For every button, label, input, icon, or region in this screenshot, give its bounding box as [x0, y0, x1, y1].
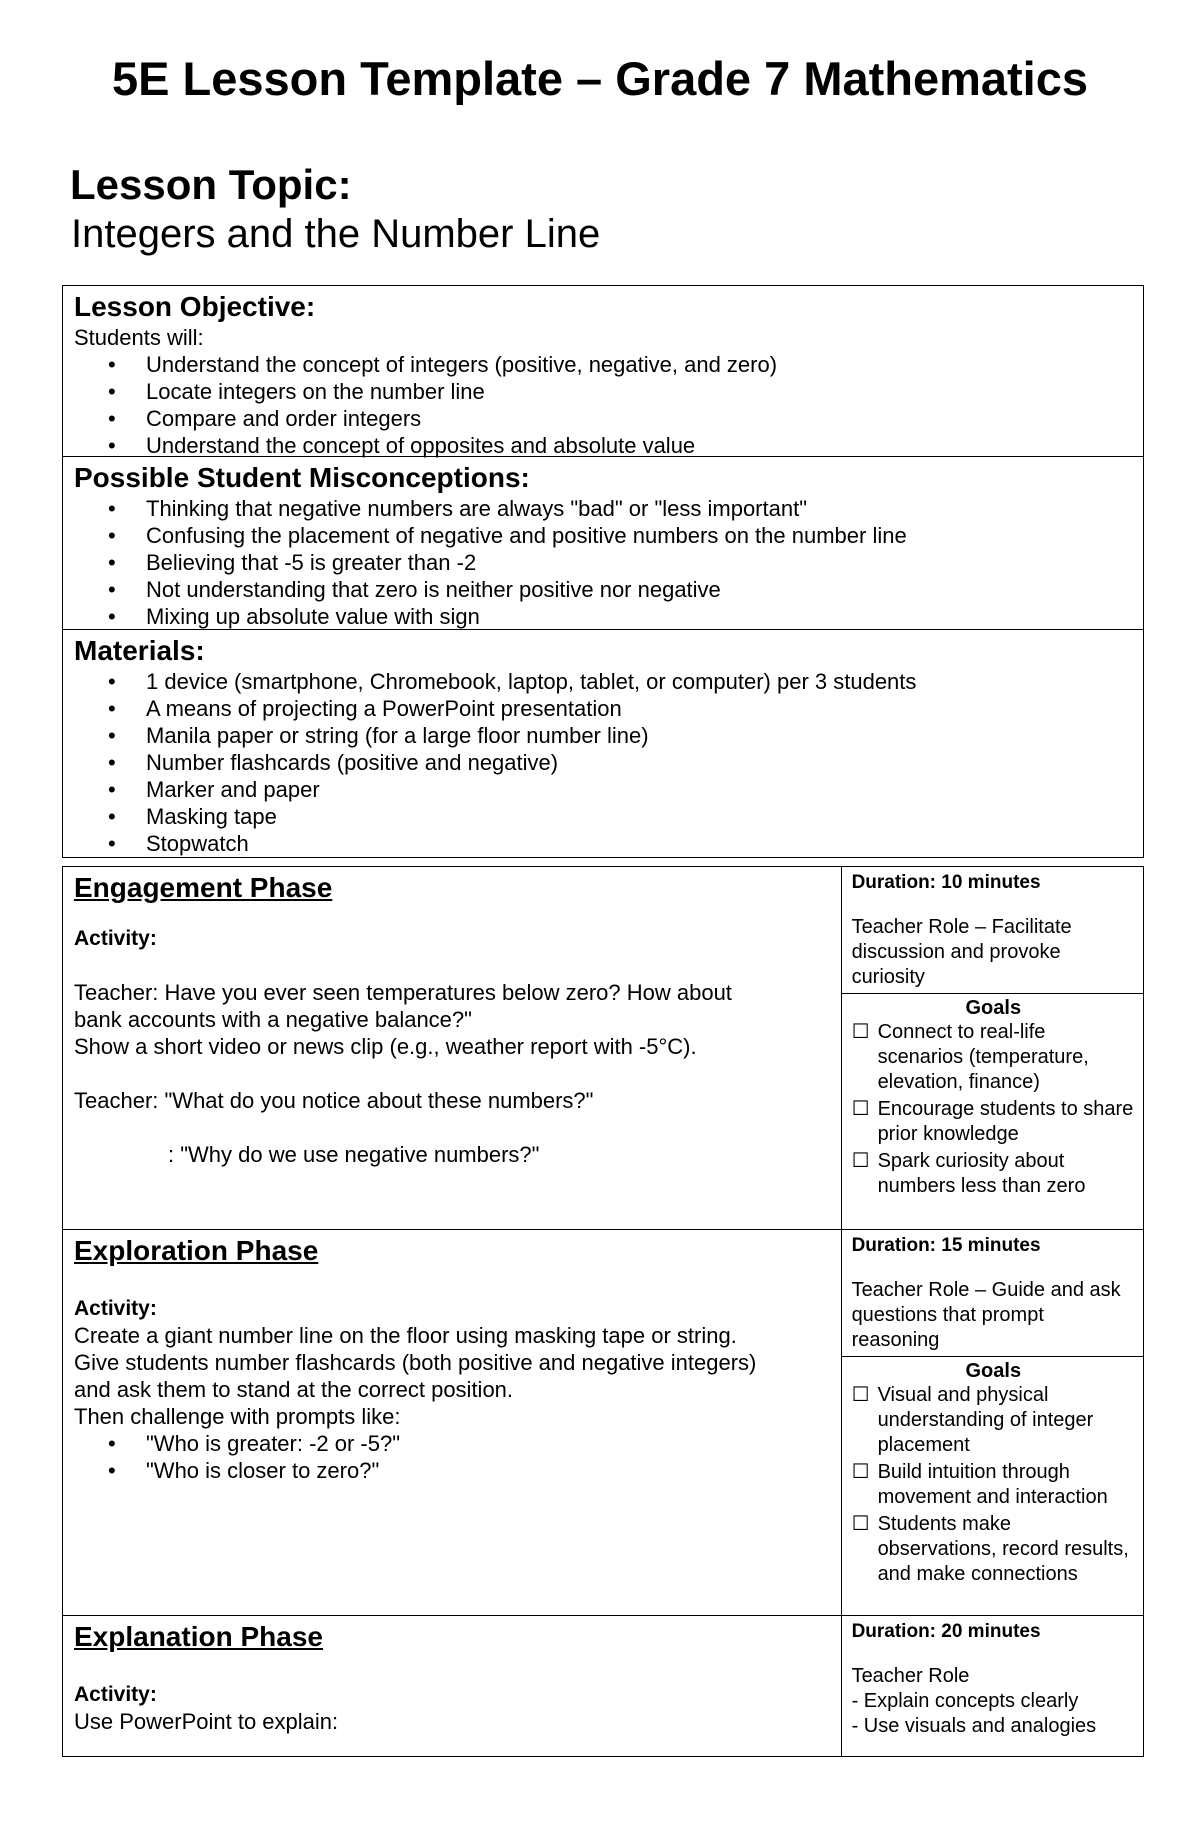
list-item: • Stopwatch: [146, 830, 1133, 857]
exploration-prompts: [74, 1430, 831, 1484]
goal-item: ☐ Connect to real-life scenarios (temperature, elevation, finance): [851, 1021, 1089, 1093]
phases-table: [62, 866, 1144, 1757]
explanation-teacher-role: Teacher Role: [851, 1665, 970, 1687]
list-item: • Understand the concept of integers (positive, negative, and zero): [146, 351, 1133, 378]
misconceptions-list: [74, 495, 1133, 630]
exploration-activity-cell: [63, 1230, 842, 1616]
engagement-line: : "Why do we use negative numbers?": [168, 1142, 540, 1167]
list-item: • "Who is greater: -2 or -5?": [146, 1430, 831, 1457]
list-item: • Compare and order integers: [146, 405, 1133, 432]
objective-list: [74, 351, 1133, 459]
list-item: • "Who is closer to zero?": [146, 1457, 831, 1484]
objective-heading: Lesson Objective:: [74, 291, 316, 322]
list-item: • Masking tape: [146, 803, 1133, 830]
checkbox-icon: ☐: [851, 1098, 870, 1120]
objective-intro: Students will:: [74, 325, 204, 350]
engagement-teacher-role: Teacher Role – Facilitate discussion and provoke curiosity: [851, 916, 1072, 988]
explanation-phase-title: Explanation Phase: [74, 1621, 323, 1652]
engagement-line: Show a short video or news clip (e.g., weather report with -5°C).: [74, 1034, 697, 1059]
exploration-line: Create a giant number line on the floor using masking tape or string.: [74, 1323, 737, 1348]
list-item: • A means of projecting a PowerPoint presentation: [146, 695, 1133, 722]
list-item: • Marker and paper: [146, 776, 1133, 803]
checkbox-icon: ☐: [851, 1150, 870, 1172]
exploration-line: Then challenge with prompts like:: [74, 1404, 401, 1429]
lesson-topic-heading: Lesson Topic:: [70, 161, 352, 208]
materials-heading: Materials:: [74, 635, 205, 666]
list-item: • Manila paper or string (for a large floor number line): [146, 722, 1133, 749]
explanation-role-item: - Explain concepts clearly: [851, 1690, 1079, 1712]
explanation-side-cell: [841, 1616, 1143, 1757]
list-item: • Thinking that negative numbers are always "bad" or "less important": [146, 495, 1133, 522]
list-item: • Believing that -5 is greater than -2: [146, 549, 1133, 576]
goal-item: ☐ Spark curiosity about numbers less than zero: [851, 1150, 1086, 1197]
page-title: 5E Lesson Template – Grade 7 Mathematics: [111, 52, 1089, 105]
checkbox-icon: ☐: [851, 1513, 870, 1535]
exploration-goals: [842, 1356, 1143, 1595]
goal-item: ☐ Build intuition through movement and interaction: [851, 1461, 1108, 1508]
explanation-line: Use PowerPoint to explain:: [74, 1709, 339, 1734]
lesson-info-table: [62, 285, 1144, 858]
checkbox-icon: ☐: [851, 1384, 870, 1406]
exploration-line: and ask them to stand at the correct position.: [74, 1377, 514, 1402]
materials-cell: [63, 630, 1144, 858]
engagement-duration: Duration: 10 minutes: [851, 872, 1041, 893]
goal-item: ☐ Students make observations, record results, and make connections: [851, 1513, 1129, 1585]
exploration-side-cell: [841, 1230, 1143, 1616]
exploration-line: Give students number flashcards (both positive and negative integers): [74, 1350, 757, 1375]
misconceptions-cell: [63, 457, 1144, 630]
engagement-line: Teacher: "What do you notice about these numbers?": [74, 1088, 594, 1113]
list-item: • Confusing the placement of negative and positive numbers on the number line: [146, 522, 1133, 549]
engagement-activity-label: Activity:: [74, 927, 157, 950]
explanation-activity-label: Activity:: [74, 1683, 157, 1706]
exploration-duration: Duration: 15 minutes: [851, 1235, 1041, 1256]
list-item: • Number flashcards (positive and negative): [146, 749, 1133, 776]
goal-item: ☐ Visual and physical understanding of integer placement: [851, 1384, 1094, 1456]
goals-title: Goals: [965, 1360, 1022, 1382]
engagement-activity-cell: [63, 867, 842, 1230]
lesson-topic-text: Integers and the Number Line: [71, 212, 601, 256]
engagement-line: Teacher: Have you ever seen temperatures below zero? How about: [74, 980, 732, 1005]
engagement-phase-title: Engagement Phase: [74, 872, 333, 903]
objective-cell: [63, 286, 1144, 457]
list-item: • Not understanding that zero is neither positive nor negative: [146, 576, 1133, 603]
engagement-side-cell: [841, 867, 1143, 1230]
explanation-activity-cell: [63, 1616, 842, 1757]
misconceptions-heading: Possible Student Misconceptions:: [74, 462, 530, 493]
exploration-teacher-role: Teacher Role – Guide and ask questions that prompt reasoning: [851, 1279, 1121, 1351]
list-item: • Mixing up absolute value with sign: [146, 603, 1133, 630]
explanation-role-item: - Use visuals and analogies: [851, 1715, 1097, 1737]
list-item: • Understand the concept of opposites and absolute value: [146, 432, 1133, 459]
exploration-phase-title: Exploration Phase: [74, 1235, 319, 1266]
list-item: • 1 device (smartphone, Chromebook, laptop, tablet, or computer) per 3 students: [146, 668, 1133, 695]
exploration-activity-label: Activity:: [74, 1297, 157, 1320]
goal-item: ☐ Encourage students to share prior knowledge: [851, 1098, 1134, 1145]
checkbox-icon: ☐: [851, 1461, 870, 1483]
list-item: • Locate integers on the number line: [146, 378, 1133, 405]
checkbox-icon: ☐: [851, 1021, 870, 1043]
engagement-goals: [842, 993, 1143, 1207]
engagement-line: bank accounts with a negative balance?": [74, 1007, 472, 1032]
explanation-duration: Duration: 20 minutes: [851, 1621, 1041, 1642]
goals-title: Goals: [965, 997, 1022, 1019]
materials-list: [74, 668, 1133, 857]
